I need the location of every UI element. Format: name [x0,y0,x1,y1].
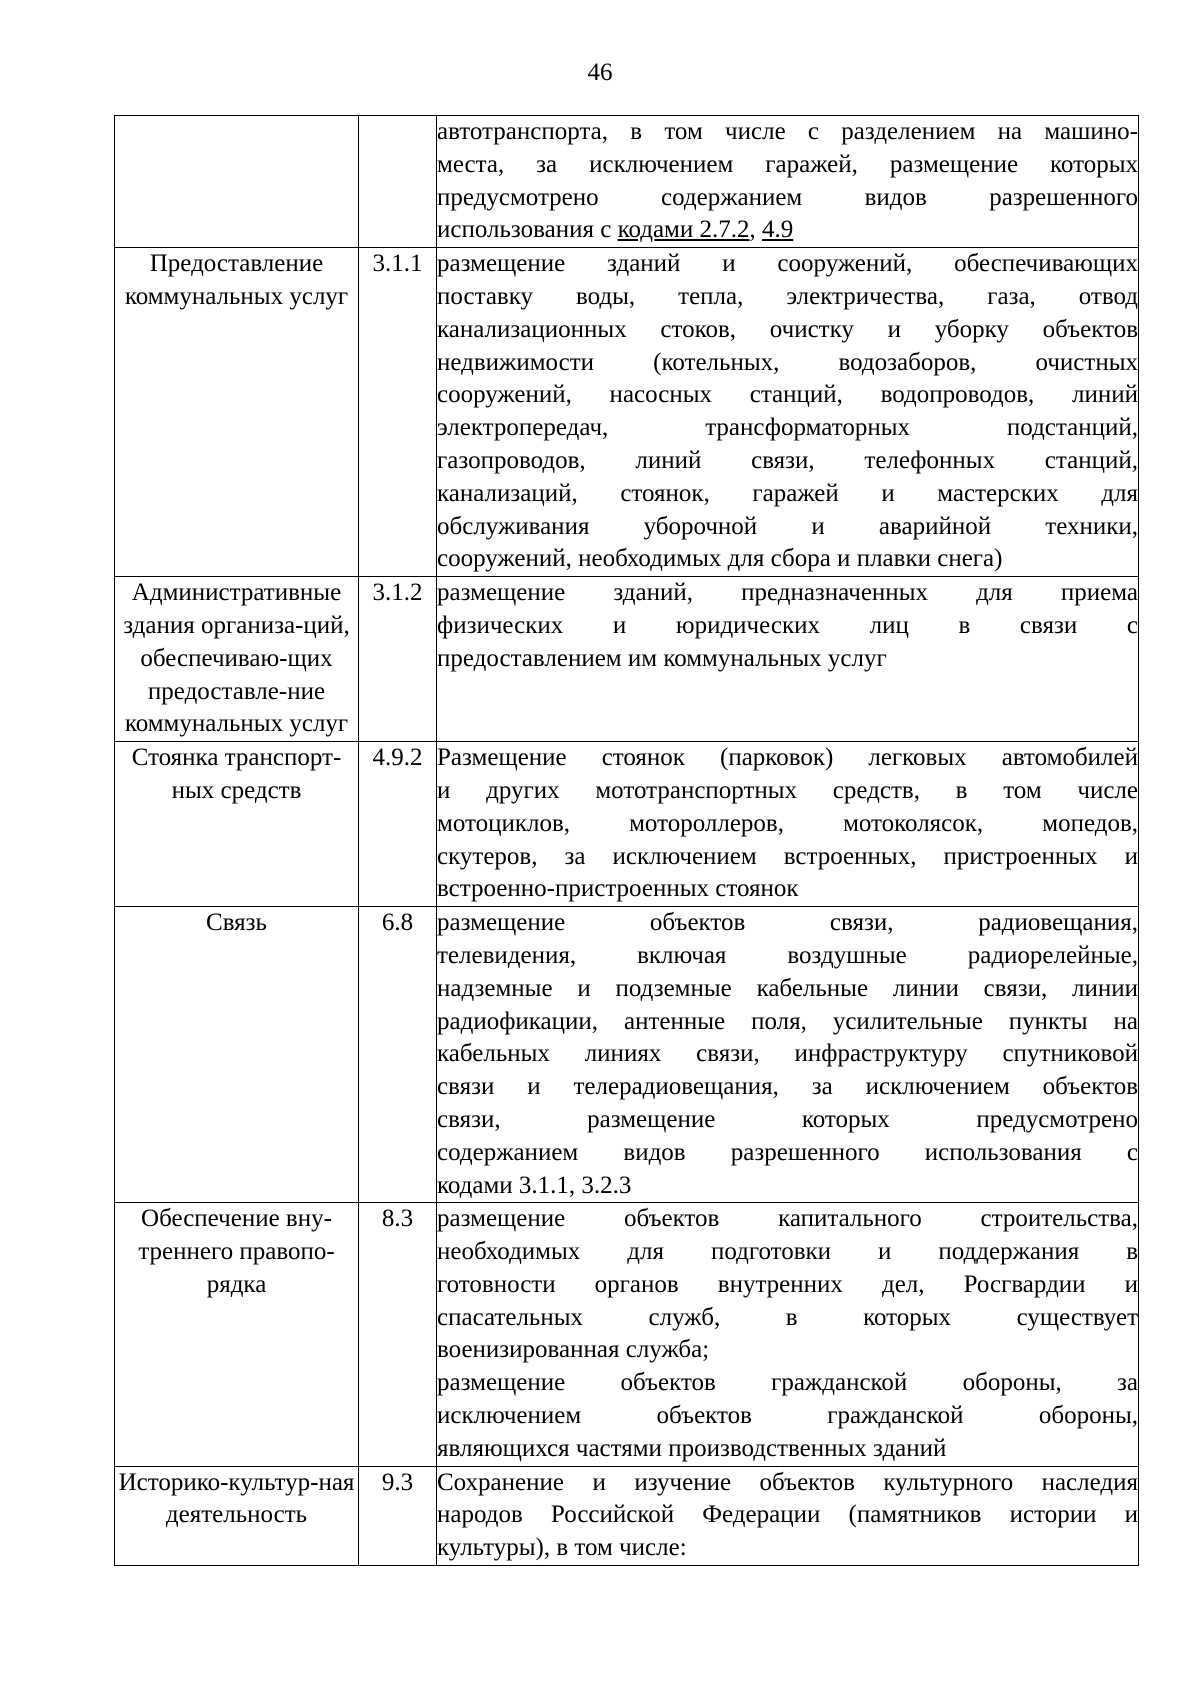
description-line: канализационных стоков, очистку и уборку объектов [437,315,1138,343]
description-line: предоставлением им коммунальных услуг [437,644,887,672]
activity-name-cell: Обеспечение вну-треннего правопо-рядка [115,1203,359,1466]
description-line: Сохранение и изучение объектов культурного наследия [437,1468,1138,1496]
table-row [115,742,1139,907]
description-line: недвижимости (котельных, водозаборов, очистных [437,348,1138,376]
description-line: скутеров, за исключением встроенных, пристроенных и [437,842,1138,870]
description-line: физических и юридических лиц в связи с [437,611,1138,639]
description-line: размещение объектов гражданской обороны, за [437,1369,1138,1397]
activity-name-cell: Стоянка транспорт-ных средств [115,742,359,907]
description-line: связи, размещение которых предусмотрено [437,1105,1138,1133]
activity-description-cell [437,907,1139,1203]
activity-description-cell [437,577,1139,742]
table-row [115,248,1139,577]
table-row [115,577,1139,742]
activity-code-cell: 4.9.2 [359,742,437,907]
description-line: содержанием видов разрешенного использования с [437,1138,1138,1166]
page-number: 46 [587,59,613,86]
description-line: размещение объектов связи, радиовещания, [437,909,1138,937]
activity-description-cell [437,248,1139,577]
description-line [437,214,1138,247]
land-use-table [114,115,1139,1566]
description-line: радиофикации, антенные поля, усилительные пункты на [437,1007,1138,1035]
description-line: военизированная служба; [437,1336,710,1364]
activity-description-cell [437,1466,1139,1565]
table-row [115,1203,1139,1466]
activity-code-cell: 3.1.2 [359,577,437,742]
description-line: размещение зданий, предназначенных для приема [437,579,1138,607]
description-line: являющихся частями производственных зданий [437,1434,947,1462]
description-line: спасательных служб, в которых существует [437,1303,1138,1331]
description-line: обслуживания уборочной и аварийной техники, [437,512,1138,540]
activity-name-cell: Связь [115,907,359,1203]
description-line: кабельных линиях связи, инфраструктуру спутниковой [437,1040,1138,1068]
code-link-4-9[interactable]: 4.9 [761,216,794,244]
activity-code-cell [359,116,437,248]
activity-code-cell: 6.8 [359,907,437,1203]
table-row [115,1466,1139,1565]
description-line: канализаций, стоянок, гаражей и мастерских для [437,479,1138,507]
description-line: мотоциклов, мотороллеров, мотоколясок, мопедов, [437,809,1138,837]
description-line: сооружений, насосных станций, водопроводов, линий [437,381,1138,409]
activity-description-cell [437,116,1139,248]
activity-name-cell: Предоставление коммунальных услуг [115,248,359,577]
description-line: исключением объектов гражданской обороны, [437,1402,1138,1430]
description-line: автотранспорта, в том числе с разделением на машино- [437,118,1138,145]
description-line: кодами 3.1.1, 3.2.3 [437,1171,632,1199]
description-line: связи и телерадиовещания, за исключением объектов [437,1073,1138,1101]
activity-code-cell: 9.3 [359,1466,437,1565]
description-line: поставку воды, тепла, электричества, газа, отвод [437,282,1138,310]
activity-description-cell [437,742,1139,907]
description-line: необходимых для подготовки и поддержания в [437,1238,1138,1266]
activity-name-cell: Историко-культур-ная деятельность [115,1466,359,1565]
activity-description-cell [437,1203,1139,1466]
activity-name-cell [115,116,359,248]
description-line: места, за исключением гаражей, размещение которых [437,150,1138,178]
description-line: надземные и подземные кабельные линии связи, линии [437,974,1138,1002]
activity-name-cell: Административные здания организа-ций, обеспечиваю-щих предоставле-ние коммунальных услуг [115,577,359,742]
separator: , [749,216,762,244]
description-line: сооружений, необходимых для сбора и плавки снега) [437,545,1003,573]
description-line: Размещение стоянок (парковок) легковых автомобилей [437,744,1138,772]
table-row [115,907,1139,1203]
description-line: телевидения, включая воздушные радиорелейные, [437,941,1138,969]
code-link-2-7-2[interactable]: кодами 2.7.2 [617,216,750,244]
description-line: готовности органов внутренних дел, Росгвардии и [437,1270,1138,1298]
description-line: народов Российской Федерации (памятников истории и [437,1501,1138,1529]
description-line: и других мототранспортных средств, в том числе [437,776,1138,804]
description-line: предусмотрено содержанием видов разрешенного [437,183,1138,211]
activity-code-cell: 3.1.1 [359,248,437,577]
activity-code-cell: 8.3 [359,1203,437,1466]
description-line: электропередач, трансформаторных подстанций, [437,414,1138,442]
description-line: встроенно-пристроенных стоянок [437,875,799,903]
description-line: размещение зданий и сооружений, обеспечивающих [437,250,1138,278]
description-text: использования с [437,216,618,244]
table-row [115,116,1139,248]
description-line: культуры), в том числе: [437,1534,687,1562]
description-line: газопроводов, линий связи, телефонных станций, [437,446,1138,474]
description-line: размещение объектов капитального строительства, [437,1205,1138,1233]
